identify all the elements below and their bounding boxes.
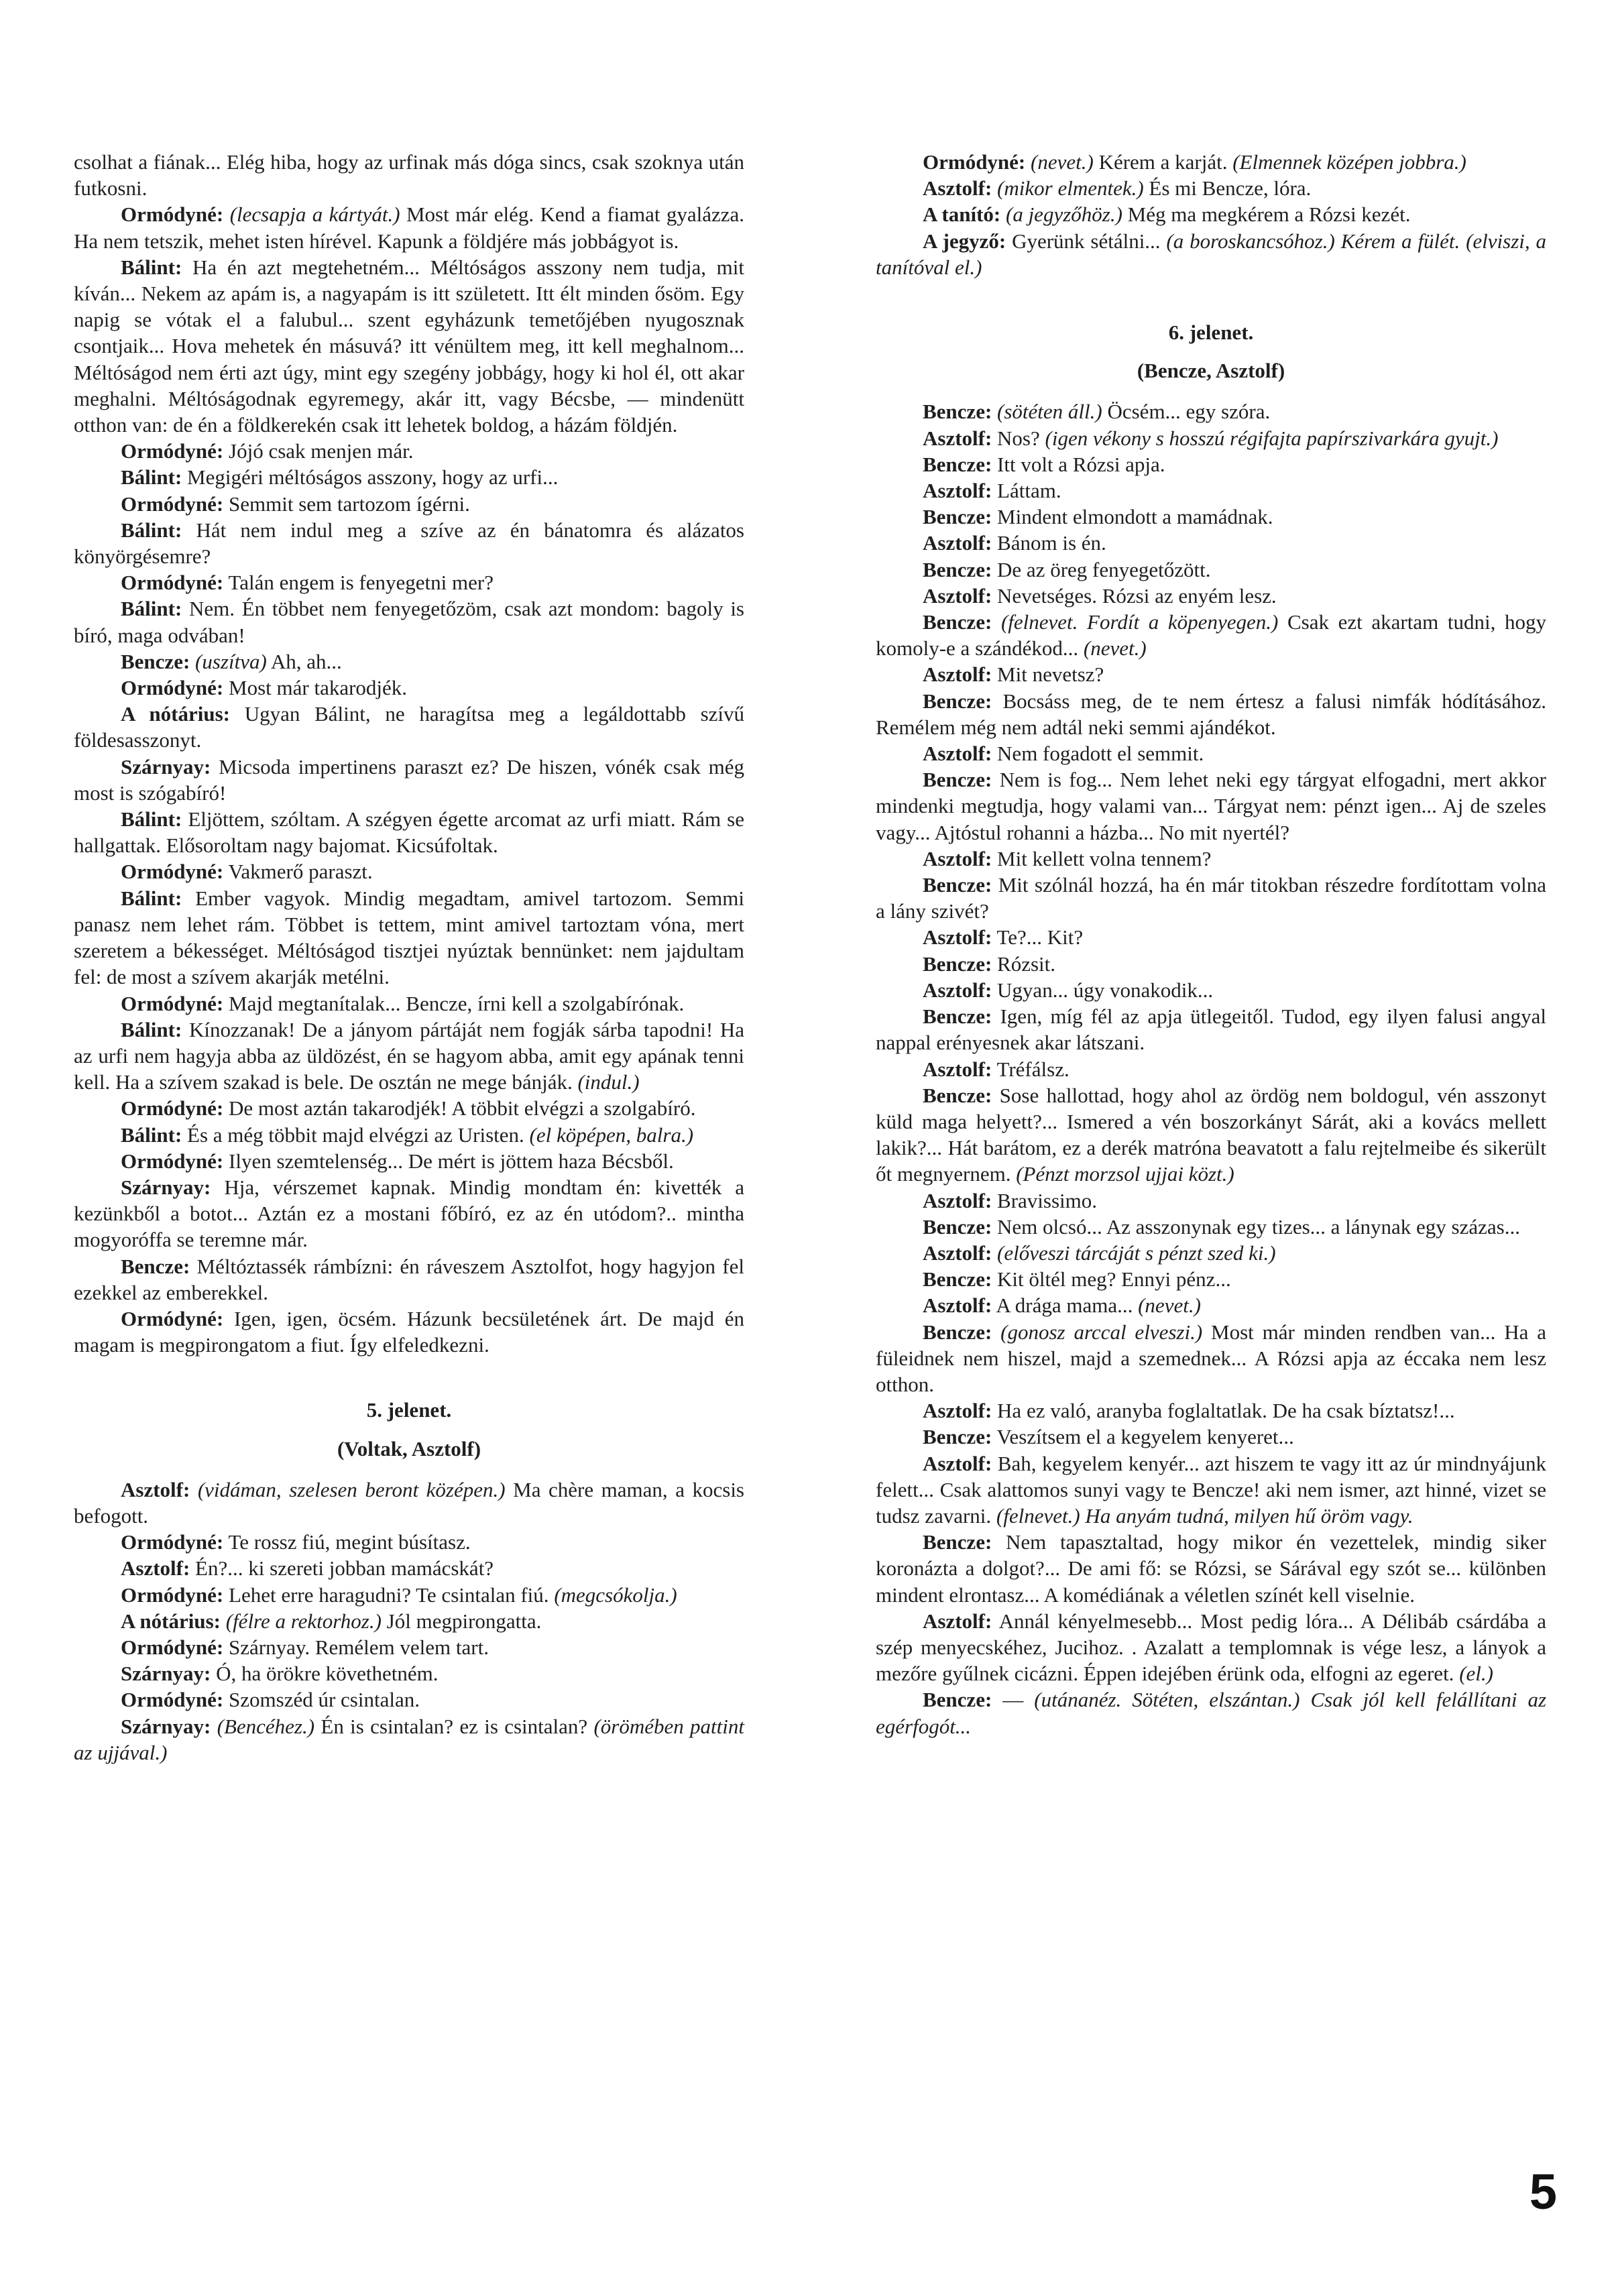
dialogue-paragraph bbox=[876, 661, 1546, 687]
dialogue-paragraph bbox=[74, 1306, 744, 1358]
speaker-name: Asztolf: bbox=[923, 1294, 992, 1318]
dialogue-text: Eljöttem, szóltam. A szégyen égette arcomat az urfi miatt. Rám se hallgattak. Elősoroltam nagy bajomat. Kicsúfoltak. bbox=[74, 807, 744, 858]
dialogue-text: Rózsit. bbox=[997, 952, 1056, 976]
dialogue-text: Jójó csak menjen már. bbox=[229, 439, 414, 463]
dialogue-text: Te rossz fiú, megint búsítasz. bbox=[228, 1530, 471, 1554]
speaker-name: Bencze: bbox=[923, 1267, 992, 1292]
speaker-name: Ormódyné: bbox=[121, 1635, 224, 1659]
dialogue-text: A drága mama... bbox=[996, 1294, 1133, 1318]
dialogue-paragraph bbox=[876, 1266, 1546, 1292]
speaker-name: Bencze: bbox=[923, 557, 992, 581]
dialogue-paragraph bbox=[876, 1686, 1546, 1739]
stage-direction: (nevet.) bbox=[1031, 150, 1094, 174]
dialogue-paragraph bbox=[74, 1529, 744, 1555]
dialogue-text: Nevetséges. Rózsi az enyém lesz. bbox=[997, 583, 1277, 608]
dialogue-paragraph bbox=[876, 1319, 1546, 1398]
dialogue-text: De most aztán takarodjék! A többit elvégzi a szolgabíró. bbox=[229, 1096, 696, 1121]
speaker-name: Ormódyné: bbox=[121, 1583, 224, 1607]
speaker-name: Ormódyné: bbox=[121, 991, 224, 1015]
dialogue-text: Tréfálsz. bbox=[996, 1057, 1070, 1081]
dialogue-text: Bah, kegyelem kenyér... azt hiszem te vagy itt az úr mindnyájunk felett... Csak alattomos sunyi vagy te Bencze! aki nem ismer, azt hinné, vizet se tudsz zavarni. bbox=[876, 1451, 1547, 1528]
dialogue-text: Lehet erre haragudni? Te csintalan fiú. bbox=[229, 1583, 549, 1607]
stage-direction: (Elmennek középen jobbra.) bbox=[1232, 150, 1466, 174]
stage-direction: (megcsókolja.) bbox=[554, 1583, 677, 1607]
dialogue-paragraph bbox=[74, 569, 744, 595]
dialogue-paragraph bbox=[74, 1122, 744, 1148]
dialogue-text: Vakmerő paraszt. bbox=[228, 860, 373, 884]
dialogue-paragraph bbox=[74, 1660, 744, 1686]
stage-direction: (nevet.) bbox=[1083, 636, 1147, 661]
speaker-name: Asztolf: bbox=[923, 1399, 992, 1423]
dialogue-text: Ma chère maman, a kocsis befogott. bbox=[74, 1477, 744, 1528]
dialogue-text: Ember vagyok. Mindig megadtam, amivel tartozom. Semmi panasz nem lehet rám. Többet is tettem, mint amivel tartoztam vóna, mert szeretem a békességet. Méltóságod tisztjei nyúztak bennünket: nem jajdultam fel: de most a szívem akarják metélni. bbox=[74, 886, 745, 989]
speaker-name: Ormódyné: bbox=[121, 1688, 224, 1712]
speaker-name: Bencze: bbox=[923, 505, 992, 529]
speaker-name: Asztolf: bbox=[121, 1556, 190, 1581]
speaker-name: Bálint: bbox=[121, 1123, 182, 1147]
speaker-name: Bencze: bbox=[923, 952, 992, 976]
left-column bbox=[74, 149, 744, 1766]
stage-direction: (vidáman, szelesen beront középen.) bbox=[197, 1477, 506, 1501]
speaker-name: Szárnyay: bbox=[121, 1662, 211, 1686]
speaker-name: Bencze: bbox=[923, 689, 992, 713]
dialogue-paragraph bbox=[74, 1608, 744, 1634]
dialogue-text: Ugyan Bálint, ne haragítsa meg a legáldottabb szívű földesasszonyt. bbox=[74, 702, 745, 752]
stage-direction: (el köpépen, balra.) bbox=[529, 1123, 694, 1147]
speaker-name: Asztolf: bbox=[923, 1057, 992, 1081]
speaker-name: Asztolf: bbox=[923, 978, 992, 1002]
speaker-name: Asztolf: bbox=[923, 583, 992, 608]
dialogue-text: Ó, ha örökre követhetném. bbox=[216, 1662, 439, 1686]
dialogue-text: Most már elég. Kend a fiamat gyalázza. Ha nem tetszik, mehet isten hírével. Kapunk a földjére más jobbágyot is. bbox=[74, 203, 745, 253]
dialogue-text: — bbox=[1002, 1688, 1024, 1712]
dialogue-text: Csak ezt akartam tudni, hogy komoly-e a szándékod... bbox=[876, 610, 1546, 661]
dialogue-text: Ugyan... úgy vonakodik... bbox=[997, 978, 1214, 1002]
speaker-name: A nótárius: bbox=[121, 1609, 221, 1633]
stage-direction: (Pénzt morzsol ujjai közt.) bbox=[1016, 1162, 1234, 1186]
dialogue-paragraph bbox=[876, 924, 1546, 950]
dialogue-paragraph bbox=[74, 1582, 744, 1608]
dialogue-paragraph bbox=[74, 201, 744, 253]
dialogue-text: Te?... Kit? bbox=[996, 925, 1084, 950]
dialogue-paragraph bbox=[876, 846, 1546, 872]
dialogue-paragraph bbox=[74, 1634, 744, 1660]
dialogue-paragraph bbox=[876, 951, 1546, 977]
dialogue-paragraph bbox=[74, 464, 744, 490]
dialogue-paragraph bbox=[74, 1713, 744, 1766]
dialogue-text: Láttam. bbox=[997, 479, 1061, 503]
stage-direction: (indul.) bbox=[577, 1070, 640, 1094]
dialogue-text: Igen, igen, öcsém. Házunk becsületének árt. De majd én magam is megpirongatom a fiut. Így elfeledkezni. bbox=[74, 1306, 745, 1357]
dialogue-text: Ah, ah... bbox=[270, 649, 342, 673]
speaker-name: Asztolf: bbox=[923, 925, 992, 950]
page-number: 5 bbox=[1529, 2164, 1557, 2220]
dialogue-text: Mit kellett volna tennem? bbox=[997, 846, 1212, 870]
dialogue-text: Mindent elmondott a mamádnak. bbox=[997, 505, 1273, 529]
speaker-name: Bencze: bbox=[923, 1688, 992, 1712]
stage-direction: (a boroskancsóhoz.) Kérem a fülét. (elviszi, a tanítóval el.) bbox=[876, 229, 1546, 279]
dialogue-text: Most már minden rendben van... Ha a füleidnek nem hiszel, majd a szemednek... A Rózsi apja az éccaka nem lesz otthon. bbox=[876, 1320, 1547, 1396]
stage-direction: (lecsapja a kártyát.) bbox=[229, 203, 400, 227]
dialogue-paragraph bbox=[74, 438, 744, 464]
speaker-name: Ormódyné: bbox=[121, 1306, 224, 1330]
dialogue-paragraph bbox=[74, 806, 744, 858]
stage-direction: (felnevet.) Ha anyám tudná, milyen hű öröm vagy. bbox=[996, 1503, 1413, 1528]
dialogue-paragraph bbox=[876, 688, 1546, 740]
speaker-name: Bencze: bbox=[923, 768, 992, 792]
dialogue-paragraph bbox=[876, 398, 1546, 424]
dialogue-paragraph bbox=[74, 517, 744, 569]
speaker-name: Asztolf: bbox=[923, 1451, 992, 1475]
dialogue-paragraph bbox=[876, 1188, 1546, 1214]
speaker-name: Asztolf: bbox=[923, 531, 992, 555]
speaker-name: Asztolf: bbox=[923, 1241, 992, 1265]
speaker-name: Bencze: bbox=[923, 873, 992, 897]
speaker-name: Ormódyné: bbox=[121, 1096, 224, 1121]
stage-direction: (el.) bbox=[1459, 1662, 1493, 1686]
dialogue-paragraph bbox=[876, 530, 1546, 556]
speaker-name: Szárnyay: bbox=[121, 754, 211, 779]
speaker-name: Bencze: bbox=[923, 1425, 992, 1449]
speaker-name: A jegyző: bbox=[923, 229, 1006, 253]
dialogue-text: És mi Bencze, lóra. bbox=[1149, 176, 1312, 200]
speaker-name: A nótárius: bbox=[121, 702, 230, 726]
dialogue-paragraph bbox=[876, 1397, 1546, 1424]
dialogue-text: csolhat a fiának... Elég hiba, hogy az urfinak más dóga sincs, csak szoknya után futkosni. bbox=[74, 150, 744, 200]
dialogue-text: Majd megtanítalak... Bencze, írni kell a szolgabírónak. bbox=[229, 991, 685, 1015]
speaker-name: Asztolf: bbox=[923, 846, 992, 870]
stage-direction: (előveszi tárcáját s pénzt szed ki.) bbox=[997, 1241, 1276, 1265]
speaker-name: Asztolf: bbox=[923, 1188, 992, 1212]
stage-direction: (mikor elmentek.) bbox=[997, 176, 1144, 200]
dialogue-text: Hja, vérszemet kapnak. Mindig mondtam én: kivették a kezünkből a botot... Aztán ez a mostani főbíró, ez az én utódom?.. mintha mogyoróffa se teremne már. bbox=[74, 1175, 744, 1252]
dialogue-paragraph bbox=[74, 149, 744, 201]
dialogue-text: Szomszéd úr csintalan. bbox=[229, 1688, 420, 1712]
dialogue-text: Igen, míg fél az apja ütlegeitől. Tudod, egy ilyen falusi angyal nappal erényesnek akar látszani. bbox=[876, 1005, 1546, 1055]
dialogue-text: Talán engem is fenyegetni mer? bbox=[228, 571, 494, 595]
dialogue-paragraph bbox=[74, 1686, 744, 1713]
speaker-name: Bálint: bbox=[121, 1017, 182, 1041]
speaker-name: Ormódyné: bbox=[121, 1149, 224, 1173]
dialogue-paragraph bbox=[876, 1450, 1546, 1530]
speaker-name: Asztolf: bbox=[923, 663, 992, 687]
speaker-name: Ormódyné: bbox=[121, 676, 224, 700]
dialogue-paragraph bbox=[74, 1148, 744, 1174]
dialogue-text: Most már takarodjék. bbox=[229, 676, 408, 700]
dialogue-paragraph bbox=[74, 1174, 744, 1253]
stage-direction: (uszítva) bbox=[195, 649, 267, 673]
dialogue-text: Kit öltél meg? Ennyi pénz... bbox=[997, 1267, 1231, 1292]
dialogue-text: Semmit sem tartozom ígérni. bbox=[229, 492, 470, 516]
dialogue-paragraph bbox=[876, 477, 1546, 504]
dialogue-paragraph bbox=[876, 228, 1546, 280]
dialogue-paragraph bbox=[876, 1056, 1546, 1082]
stage-direction: (a jegyzőhöz.) bbox=[1006, 203, 1122, 227]
dialogue-text: Méltóztassék rámbízni: én ráveszem Asztolfot, hogy hagyjon fel ezekkel az emberekkel. bbox=[74, 1254, 745, 1304]
speaker-name: Ormódyné: bbox=[121, 439, 224, 463]
speaker-name: Asztolf: bbox=[923, 176, 992, 200]
speaker-name: Bencze: bbox=[923, 1005, 992, 1029]
speaker-name: Asztolf: bbox=[923, 426, 992, 450]
dialogue-text: Nem is fog... Nem lehet neki egy tárgyat elfogadni, mert akkor mindenki megtudja, hogy valami van... Tárgyat nem: pénzt igen... Aj de szeles vagy... Ajtóstul rohanni a házba... No mit nyertél? bbox=[876, 768, 1547, 844]
dialogue-paragraph bbox=[876, 609, 1546, 661]
dialogue-text: Bocsáss meg, de te nem értesz a falusi nimfák hódításához. Remélem még nem adtál neki semmi ajándékot. bbox=[876, 689, 1546, 739]
dialogue-text: Kínozzanak! De a jányom pártáját nem fogják sárba tapodni! Ha az urfi nem hagyja abba az üldözést, én se hagyom abba, amit egy apának tenni kell. Ha a szívem szakad is bele. De osztán ne mege bánják. bbox=[74, 1017, 745, 1094]
stage-direction: (örömében pattint az ujjával.) bbox=[74, 1714, 745, 1764]
stage-direction: (Bencéhez.) bbox=[217, 1714, 315, 1738]
dialogue-text: Veszítsem el a kegyelem kenyeret... bbox=[996, 1425, 1294, 1449]
speaker-name: Bálint: bbox=[121, 465, 182, 490]
speaker-name: Bencze: bbox=[121, 1254, 190, 1278]
dialogue-text: Bánom is én. bbox=[997, 531, 1106, 555]
stage-direction: (utánanéz. Sötéten, elszántan.) Csak jól kell felállítani az egérfogót... bbox=[876, 1688, 1547, 1738]
dialogue-text: Gyerünk sétálni... bbox=[1012, 229, 1161, 253]
dialogue-text: Még ma megkérem a Rózsi kezét. bbox=[1127, 203, 1411, 227]
speaker-name: Bencze: bbox=[923, 610, 992, 634]
speaker-name: Bencze: bbox=[923, 400, 992, 424]
dialogue-paragraph bbox=[876, 1424, 1546, 1450]
speaker-name: Szárnyay: bbox=[121, 1175, 211, 1199]
speaker-name: Ormódyné: bbox=[121, 203, 224, 227]
speaker-name: Asztolf: bbox=[923, 742, 992, 766]
speaker-name: Asztolf: bbox=[923, 479, 992, 503]
dialogue-paragraph bbox=[74, 254, 744, 438]
dialogue-text: Nem fogadott el semmit. bbox=[997, 742, 1204, 766]
scene-heading: (Voltak, Asztolf) bbox=[337, 1436, 481, 1460]
dialogue-text: Jól megpirongatta. bbox=[386, 1609, 542, 1633]
dialogue-text: Kérem a karját. bbox=[1098, 150, 1228, 174]
speaker-name: Asztolf: bbox=[923, 1609, 992, 1633]
dialogue-paragraph bbox=[876, 1529, 1546, 1608]
dialogue-paragraph bbox=[74, 858, 744, 884]
dialogue-paragraph bbox=[876, 425, 1546, 451]
dialogue-paragraph bbox=[876, 766, 1546, 846]
dialogue-paragraph bbox=[74, 1017, 744, 1096]
dialogue-text: Nem tapasztaltad, hogy mikor én vezettelek, mindig siker koronázta a dolgot?... De ami fő: se Rózsi, se Sárával egy szót se... különben mindent elrontasz... A komédiának a véletlen színét kell viselnie. bbox=[876, 1530, 1546, 1607]
dialogue-text: És a még többit majd elvégzi az Uristen. bbox=[187, 1123, 524, 1147]
dialogue-paragraph bbox=[876, 1214, 1546, 1240]
dialogue-text: Ha én azt megtehetném... Méltóságos asszony nem tudja, mit kíván... Nekem az apám is, a nagyapám is itt született. Itt élt minden ősöm. Egy napig se vótak el a falubul... szent egyházunk temetőjében nyugosznak csontjaik... Hova mehetek én másuvá? itt vénültem meg, itt kell meghalnom... Méltóságod nem érti azt úgy, mint egy szegény jobbágy, hogy ki hol él, ott akar meghalni. Méltóságodnak egyremegy, akár itt, vagy Bécsbe, — mindenütt otthon van: de én a földkerekén csak itt lehetek boldog, a házám földjén. bbox=[74, 255, 744, 437]
speaker-name: Bencze: bbox=[923, 452, 992, 476]
speaker-name: Ormódyné: bbox=[121, 1530, 224, 1554]
dialogue-text: Én is csintalan? ez is csintalan? bbox=[321, 1714, 588, 1738]
dialogue-text: Én?... ki szereti jobban mamácskát? bbox=[195, 1556, 494, 1581]
speaker-name: Bálint: bbox=[121, 255, 182, 279]
speaker-name: Bálint: bbox=[121, 518, 182, 542]
dialogue-paragraph bbox=[876, 1082, 1546, 1188]
dialogue-text: Mit szólnál hozzá, ha én már titokban részedre fordítottam volna a lány szivét? bbox=[876, 873, 1546, 923]
dialogue-text: Nem. Én többet nem fenyegetőzöm, csak azt mondom: bagoly is bíró, maga odvában! bbox=[74, 597, 744, 647]
dialogue-paragraph bbox=[74, 595, 744, 648]
dialogue-text: Bravissimo. bbox=[997, 1188, 1098, 1212]
dialogue-paragraph bbox=[74, 675, 744, 701]
speaker-name: Bencze: bbox=[923, 1530, 992, 1554]
dialogue-text: Ha ez való, aranyba foglaltatlak. De ha csak bíztatsz!... bbox=[997, 1399, 1455, 1423]
stage-direction: (igen vékony s hosszú régifajta papírszivarkára gyujt.) bbox=[1045, 426, 1499, 450]
speaker-name: Bálint: bbox=[121, 597, 182, 621]
speaker-name: Szárnyay: bbox=[121, 1714, 211, 1738]
speaker-name: Bencze: bbox=[923, 1083, 992, 1107]
dialogue-paragraph bbox=[876, 1240, 1546, 1266]
speaker-name: Bencze: bbox=[923, 1214, 992, 1239]
dialogue-text: Szárnyay. Remélem velem tart. bbox=[229, 1635, 489, 1659]
stage-direction: (nevet.) bbox=[1138, 1294, 1201, 1318]
speaker-name: Ormódyné: bbox=[121, 492, 224, 516]
dialogue-text: Itt volt a Rózsi apja. bbox=[997, 452, 1165, 476]
speaker-name: Ormódyné: bbox=[923, 150, 1026, 174]
speaker-name: Bálint: bbox=[121, 886, 182, 910]
speaker-name: A tanító: bbox=[923, 203, 1001, 227]
dialogue-text: Mit nevetsz? bbox=[997, 663, 1104, 687]
dialogue-text: Hát nem indul meg a szíve az én bánatomra és alázatos könyörgésemre? bbox=[74, 518, 744, 569]
dialogue-paragraph bbox=[876, 175, 1546, 201]
dialogue-paragraph bbox=[876, 1608, 1546, 1687]
dialogue-text: Annál kényelmesebb... Most pedig lóra... A Délibáb csárdába a szép menyecskéhez, Jucihoz. . Azalatt a templomnak is vége lesz, a lányok a mezőre gyűlnek cicázni. Éppen idejében érünk oda, elfogni az egeret. bbox=[876, 1609, 1546, 1686]
dialogue-paragraph bbox=[74, 990, 744, 1017]
dialogue-paragraph bbox=[876, 583, 1546, 609]
stage-direction: (felnevet. Fordít a köpenyegen.) bbox=[1000, 610, 1279, 634]
dialogue-text: Micsoda impertinens paraszt ez? De hiszen, vónék csak még most is szógabíró! bbox=[74, 754, 745, 805]
dialogue-paragraph bbox=[876, 149, 1546, 175]
dialogue-text: Sose hallottad, hogy ahol az ördög nem boldogul, vén asszonyt küld maga helyett?... Ismered a vén boszorkányt Sárát, aki a kovács mellett lakik?... Hát barátom, ez a derék matróna beavatott a falu rejtelmeibe és sikerült őt megnyernem. bbox=[876, 1083, 1546, 1186]
dialogue-text: Öcsém... egy szóra. bbox=[1107, 400, 1271, 424]
speaker-name: Bálint: bbox=[121, 807, 182, 831]
speaker-name: Asztolf: bbox=[121, 1477, 190, 1501]
scene-heading: 6. jelenet. bbox=[1168, 321, 1254, 345]
dialogue-text: Ilyen szemtelenség... De mért is jöttem haza Bécsből. bbox=[229, 1149, 674, 1173]
dialogue-paragraph bbox=[74, 1253, 744, 1306]
dialogue-paragraph bbox=[876, 872, 1546, 924]
dialogue-paragraph bbox=[74, 1555, 744, 1581]
stage-direction: (félre a rektorhoz.) bbox=[225, 1609, 382, 1633]
dialogue-paragraph bbox=[74, 1477, 744, 1529]
stage-direction: (gonosz arccal elveszi.) bbox=[1000, 1320, 1203, 1344]
speaker-name: Bencze: bbox=[121, 649, 190, 673]
speaker-name: Ormódyné: bbox=[121, 571, 224, 595]
right-column bbox=[876, 149, 1546, 1739]
dialogue-paragraph bbox=[876, 504, 1546, 530]
scene-heading: (Bencze, Asztolf) bbox=[1137, 359, 1285, 383]
dialogue-paragraph bbox=[74, 754, 744, 806]
dialogue-paragraph bbox=[74, 648, 744, 675]
dialogue-text: Nem olcsó... Az asszonynak egy tizes... a lánynak egy százas... bbox=[997, 1214, 1520, 1239]
dialogue-text: Nos? bbox=[997, 426, 1040, 450]
speaker-name: Ormódyné: bbox=[121, 860, 224, 884]
dialogue-paragraph bbox=[876, 740, 1546, 766]
speaker-name: Bencze: bbox=[923, 1320, 992, 1344]
dialogue-paragraph bbox=[876, 1292, 1546, 1318]
dialogue-paragraph bbox=[876, 977, 1546, 1003]
dialogue-paragraph bbox=[876, 557, 1546, 583]
dialogue-paragraph bbox=[74, 491, 744, 517]
dialogue-paragraph bbox=[876, 201, 1546, 227]
dialogue-paragraph bbox=[74, 885, 744, 990]
dialogue-paragraph bbox=[876, 451, 1546, 477]
dialogue-text: De az öreg fenyegetőzött. bbox=[997, 557, 1211, 581]
dialogue-paragraph bbox=[74, 701, 744, 753]
stage-direction: (sötéten áll.) bbox=[997, 400, 1102, 424]
dialogue-paragraph bbox=[74, 1095, 744, 1121]
dialogue-text: Megigéri méltóságos asszony, hogy az urfi... bbox=[187, 465, 559, 490]
scene-heading: 5. jelenet. bbox=[366, 1398, 452, 1422]
dialogue-paragraph bbox=[876, 1003, 1546, 1055]
